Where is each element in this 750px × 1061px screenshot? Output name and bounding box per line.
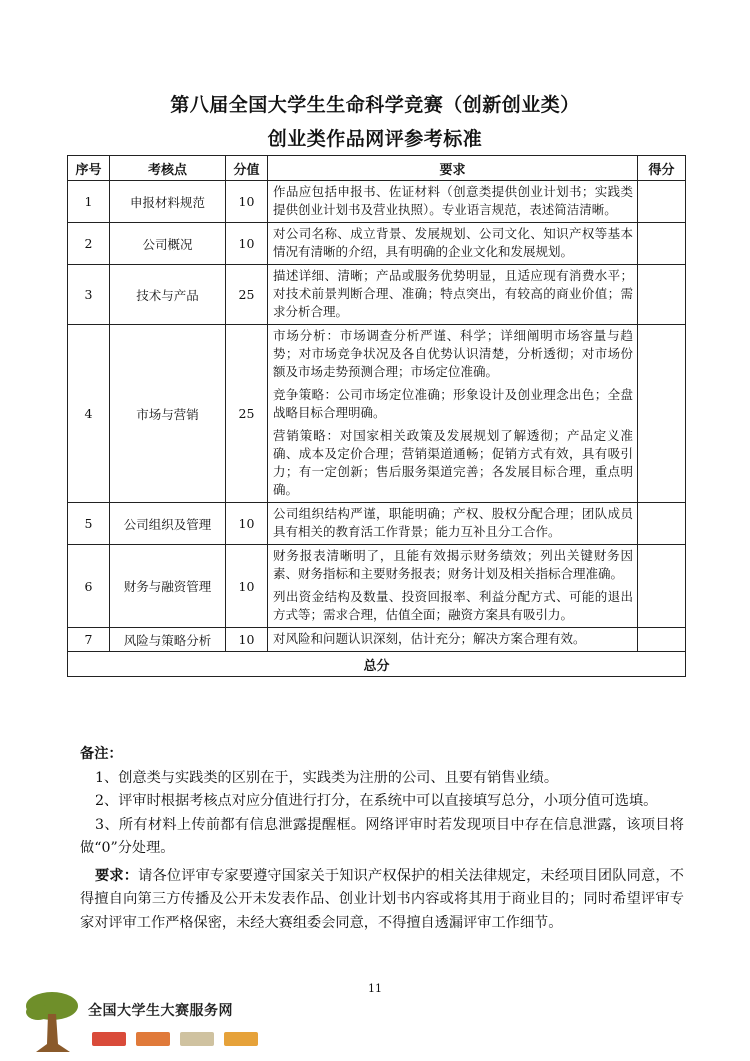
logo-text: 全国大学生大赛服务网 xyxy=(88,1003,233,1019)
table-row xyxy=(68,325,686,503)
row-points-cell[interactable] xyxy=(638,545,686,628)
row-score: 10 xyxy=(226,503,268,545)
row-points-cell[interactable] xyxy=(638,325,686,503)
row-number: 3 xyxy=(68,265,110,325)
table-row xyxy=(68,223,686,265)
row-item: 公司概况 xyxy=(110,223,226,265)
row-score: 10 xyxy=(226,223,268,265)
requirement-paragraph: 对公司名称、成立背景、发展规划、公司文化、知识产权等基本情况有清晰的介绍，具有明确的企业文化和发展规划。 xyxy=(273,226,633,259)
criteria-table xyxy=(67,155,686,677)
row-item: 申报材料规范 xyxy=(110,181,226,223)
table-row xyxy=(68,545,686,628)
row-number: 5 xyxy=(68,503,110,545)
logo-chip-icon xyxy=(136,1032,170,1046)
row-points-cell[interactable] xyxy=(638,503,686,545)
requirement-paragraph: 公司组织结构严谨，职能明确；产权、股权分配合理；团队成员具有相关的教育活工作背景；能力互补且分工合作。 xyxy=(273,506,633,539)
document-title: 第八届全国大学生生命科学竞赛（创新创业类） xyxy=(170,94,580,116)
total-label: 总分 xyxy=(68,652,686,677)
row-requirement xyxy=(268,545,638,628)
site-logo xyxy=(22,988,262,1056)
row-score: 10 xyxy=(226,628,268,652)
row-points-cell[interactable] xyxy=(638,223,686,265)
requirement-paragraph: 财务报表清晰明了，且能有效揭示财务绩效；列出关键财务因素、财务指标和主要财务报表；财务计划及相关指标合理准确。 xyxy=(273,548,633,581)
logo-chip-icon xyxy=(180,1032,214,1046)
row-score: 25 xyxy=(226,325,268,503)
requirement-paragraph xyxy=(80,865,684,936)
requirement-paragraph: 对风险和问题认识深刻，估计充分；解决方案合理有效。 xyxy=(273,631,586,646)
requirement-paragraph: 营销策略：对国家相关政策及发展规划了解透彻；产品定义准确、成本及定价合理；营销渠道通畅；促销方式有效，具有吸引力；有一定创新；售后服务渠道完善；各发展目标合理，重点明确。 xyxy=(273,428,633,497)
requirement-paragraph: 市场分析：市场调查分析严谨、科学；详细阐明市场容量与趋势；对市场竞争状况及各自优势认识清楚，分析透彻；对市场份额及市场走势预测合理；市场定位准确。 xyxy=(273,328,633,379)
document-subtitle: 创业类作品网评参考标准 xyxy=(267,128,483,150)
row-number: 2 xyxy=(68,223,110,265)
table-row xyxy=(68,181,686,223)
table-row xyxy=(68,628,686,652)
total-row xyxy=(68,652,686,677)
table-row xyxy=(68,265,686,325)
logo-chip-icon xyxy=(92,1032,126,1046)
row-requirement xyxy=(268,503,638,545)
row-requirement xyxy=(268,181,638,223)
row-number: 1 xyxy=(68,181,110,223)
header-no: 序号 xyxy=(68,156,110,181)
row-score: 10 xyxy=(226,545,268,628)
requirement-paragraph: 竞争策略：公司市场定位准确；形象设计及创业理念出色；全盘战略目标合理明确。 xyxy=(273,387,633,420)
row-requirement xyxy=(268,628,638,652)
row-requirement xyxy=(268,223,638,265)
row-number: 6 xyxy=(68,545,110,628)
row-requirement xyxy=(268,325,638,503)
note-item: 3、所有材料上传前都有信息泄露提醒框。网络评审时若发现项目中存在信息泄露，该项目将做“0”分处理。 xyxy=(80,816,684,856)
row-number: 4 xyxy=(68,325,110,503)
row-item: 财务与融资管理 xyxy=(110,545,226,628)
notes-section xyxy=(80,743,684,935)
note-item: 1、创意类与实践类的区别在于，实践类为注册的公司、且要有销售业绩。 xyxy=(95,769,559,786)
requirement-label: 要求： xyxy=(95,867,139,884)
row-item: 技术与产品 xyxy=(110,265,226,325)
row-points-cell[interactable] xyxy=(638,628,686,652)
requirement-paragraph: 列出资金结构及数量、投资回报率、利益分配方式、可能的退出方式等；需求合理，估值全面；融资方案具有吸引力。 xyxy=(273,589,633,622)
row-requirement xyxy=(268,265,638,325)
requirement-text: 请各位评审专家要遵守国家关于知识产权保护的相关法律规定，未经项目团队同意，不得擅自向第三方传播及公开未发表作品、创业计划书内容或将其用于商业目的；同时希望评审专家对评审工作严格保密，未经大赛组委会同意，不得擅自透漏评审工作细节。 xyxy=(80,867,684,931)
requirement-paragraph: 描述详细、清晰；产品或服务优势明显，且适应现有消费水平；对技术前景判断合理、准确；特点突出，有较高的商业价值；需求分析合理。 xyxy=(273,268,633,319)
table-header-row xyxy=(68,156,686,181)
row-points-cell[interactable] xyxy=(638,265,686,325)
requirement-paragraph: 作品应包括申报书、佐证材料（创意类提供创业计划书；实践类提供创业计划书及营业执照）。专业语言规范，表述简洁清晰。 xyxy=(273,184,633,217)
header-requirement: 要求 xyxy=(268,156,638,181)
logo-chip-icon xyxy=(224,1032,258,1046)
header-item: 考核点 xyxy=(110,156,226,181)
logo-icons xyxy=(92,1032,258,1046)
row-item: 市场与营销 xyxy=(110,325,226,503)
page-number: 11 xyxy=(368,982,382,995)
row-score: 25 xyxy=(226,265,268,325)
table-row xyxy=(68,503,686,545)
tree-logo-icon xyxy=(22,988,84,1054)
row-number: 7 xyxy=(68,628,110,652)
header-points: 得分 xyxy=(638,156,686,181)
row-score: 10 xyxy=(226,181,268,223)
row-points-cell[interactable] xyxy=(638,181,686,223)
note-item: 2、评审时根据考核点对应分值进行打分，在系统中可以直接填写总分，小项分值可选填。 xyxy=(95,793,658,809)
row-item: 风险与策略分析 xyxy=(110,628,226,652)
header-score: 分值 xyxy=(226,156,268,181)
row-item: 公司组织及管理 xyxy=(110,503,226,545)
notes-heading: 备注： xyxy=(80,746,123,762)
